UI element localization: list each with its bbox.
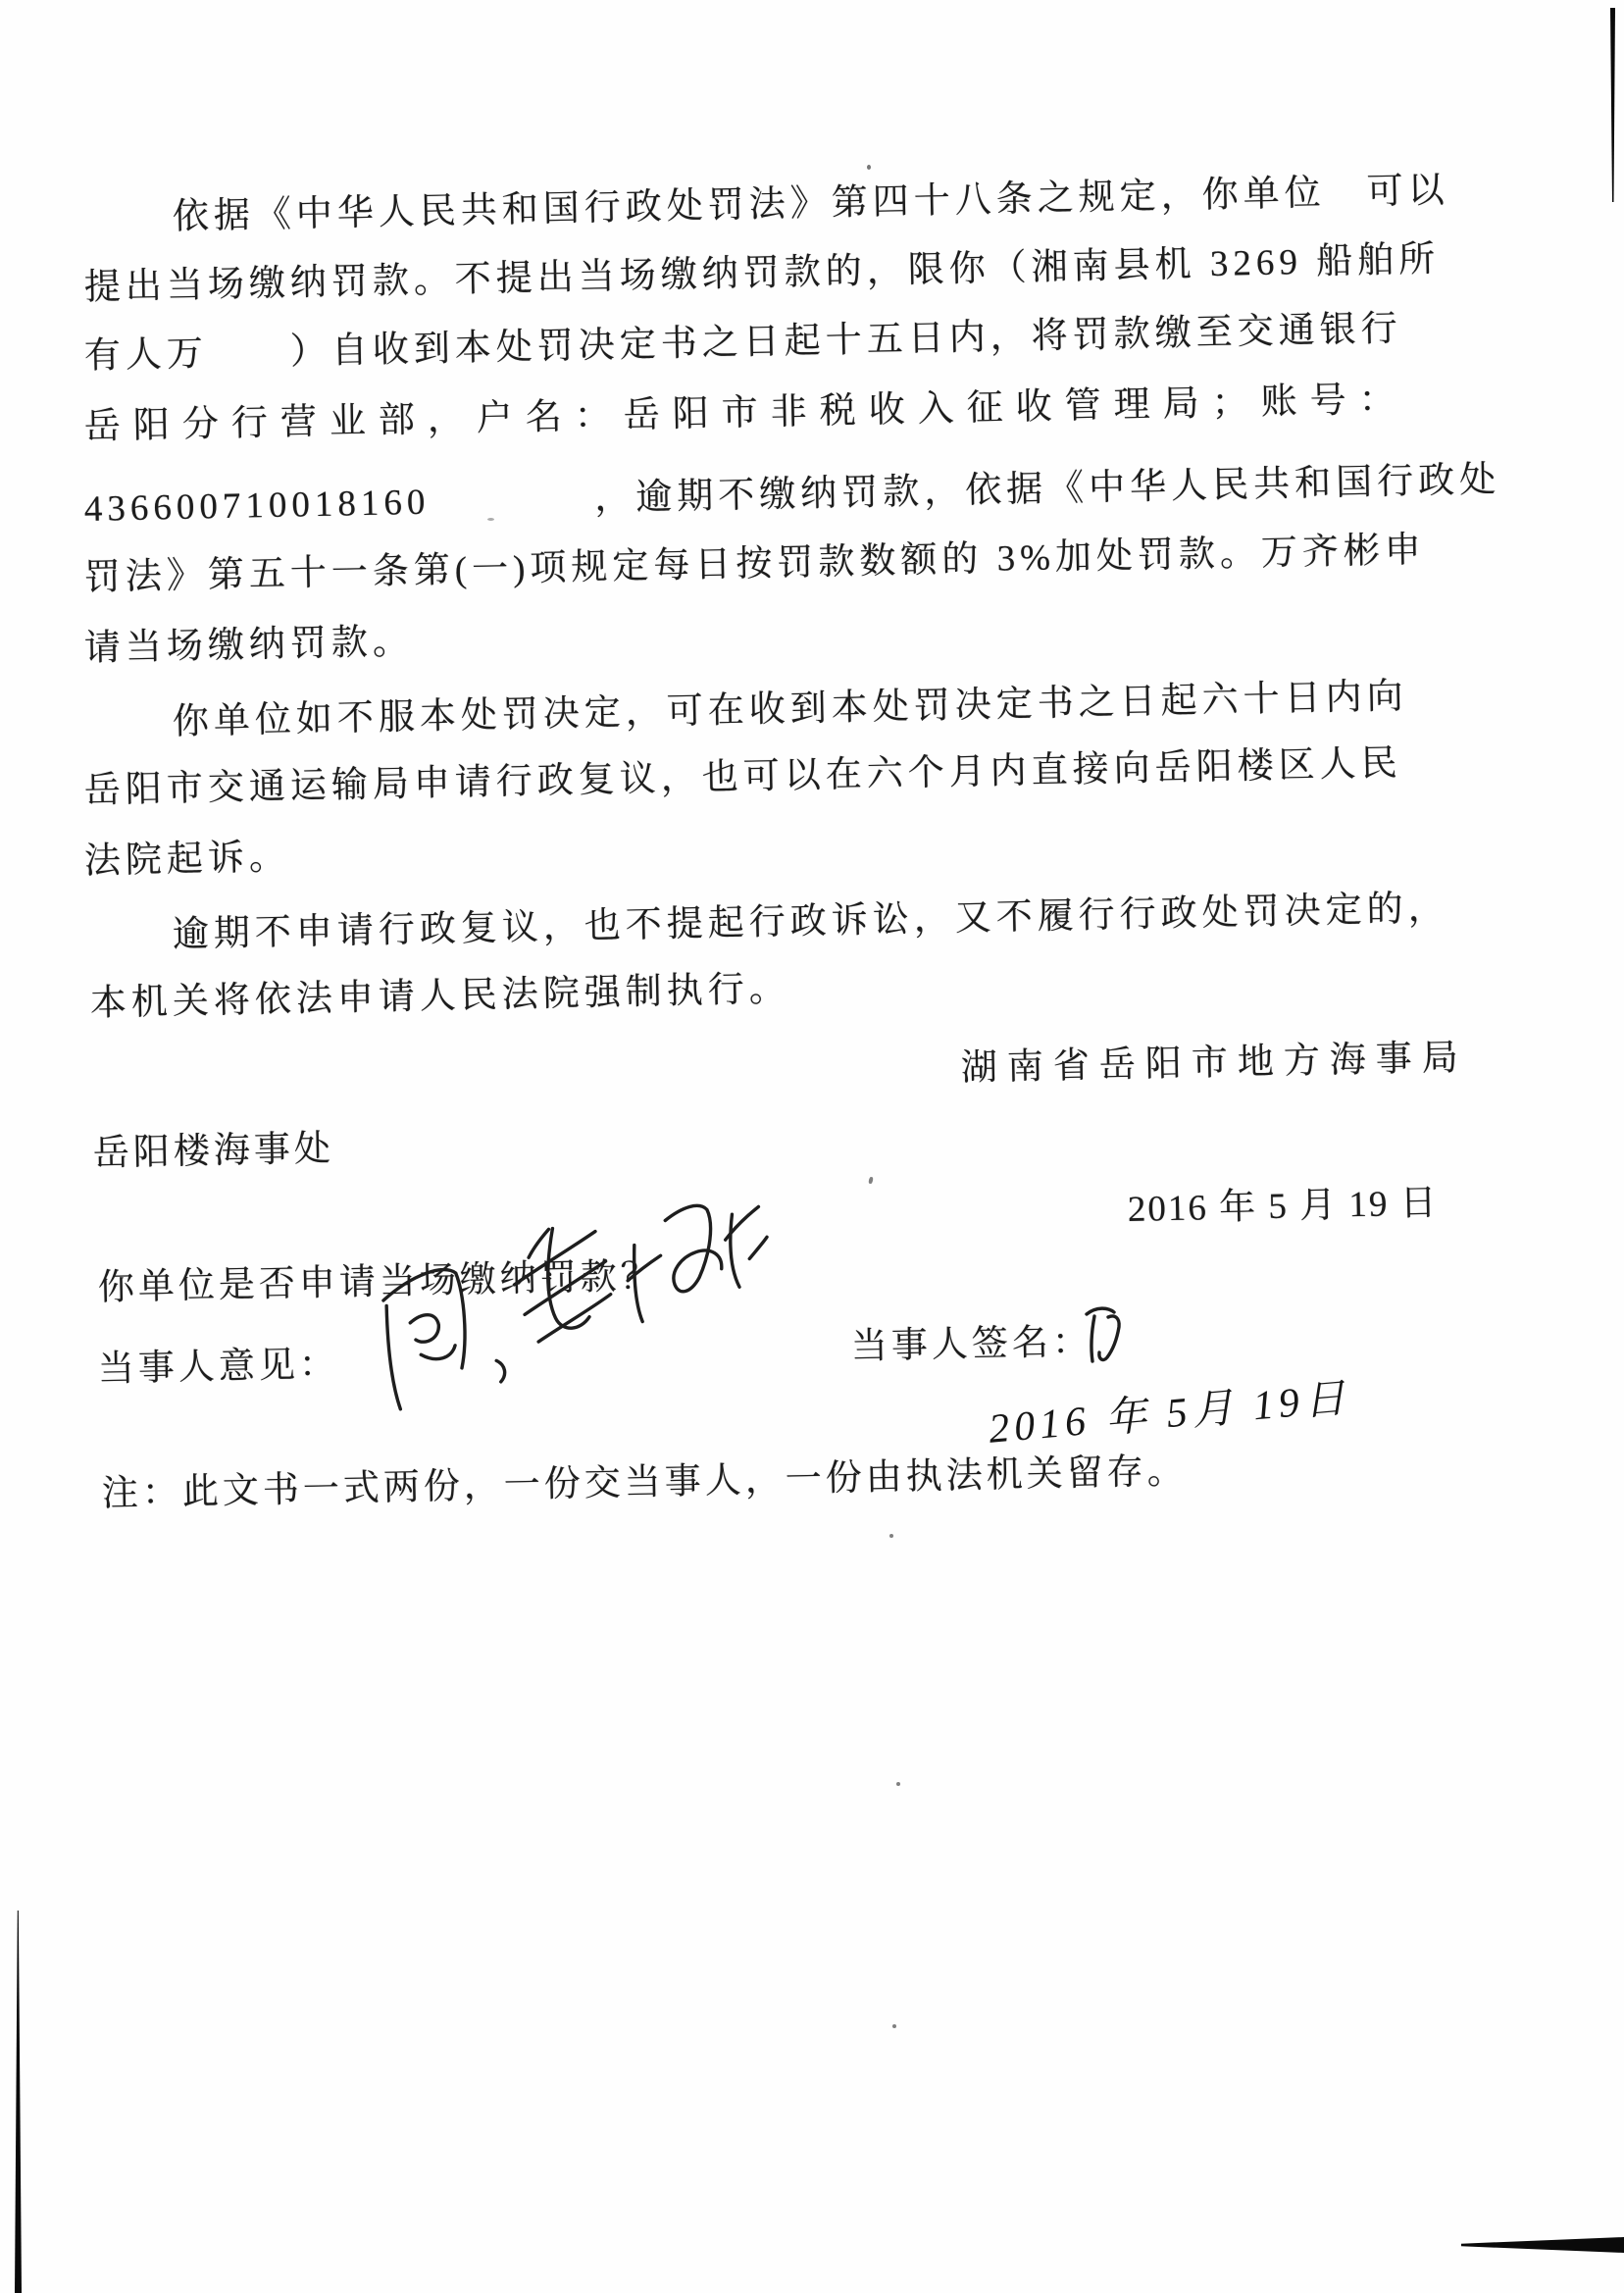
scan-speck [867, 165, 871, 170]
decision-date: 2016 年 5 月 19 日 [1127, 1183, 1440, 1230]
handwritten-opinion [338, 1154, 789, 1424]
scan-artifact-left-edge-line [15, 1911, 22, 2293]
payment-question: 你单位是否申请当场缴纳罚款？ [97, 1255, 662, 1308]
scan-artifact-top-right-line [1610, 8, 1615, 202]
party-opinion-label: 当事人意见： [97, 1344, 340, 1390]
scan-speck [487, 518, 494, 521]
issuing-authority: 湖南省岳阳市地方海事局 [960, 1038, 1469, 1089]
body-line-3: 有人万 ）自收到本处罚决定书之日起十五日内，将罚款缴至交通银行 [83, 308, 1403, 377]
body-line-4: 岳阳分行营业部，户名：岳阳市非税收入征收管理局；账号： [83, 379, 1409, 447]
body-line-10: 法院起诉。 [83, 837, 291, 882]
footer-note: 注：此文书一式两份，一份交当事人，一份由执法机关留存。 [101, 1451, 1189, 1514]
handwritten-signature [1079, 1304, 1130, 1365]
issuing-office: 岳阳楼海事处 [92, 1128, 335, 1174]
party-signature-label: 当事人签名： [850, 1321, 1093, 1367]
body-line-2: 提出当场缴纳罚款。不提出当场缴纳罚款的，限你（湘南县机 3269 船舶所 [83, 239, 1441, 308]
body-line-7: 请当场缴纳罚款。 [83, 621, 415, 669]
body-line-8: 你单位如不服本处罚决定，可在收到本处罚决定书之日起六十日内向 [172, 676, 1409, 742]
handwritten-signature-date: 2016 年 5月 19日 [987, 1375, 1352, 1452]
scan-speck [889, 1534, 893, 1538]
body-line-11: 逾期不申请行政复议，也不提起行政诉讼，又不履行行政处罚决定的， [172, 888, 1450, 955]
scan-artifact-bottom-right-line [1461, 2237, 1624, 2253]
body-line-12: 本机关将依法申请人民法院强制执行。 [89, 969, 791, 1024]
scan-speck [896, 1782, 900, 1786]
scan-speck [892, 2024, 896, 2028]
body-line-6: 罚法》第五十一条第(一)项规定每日按罚款数额的 3%加处罚款。万齐彬申 [83, 530, 1427, 598]
body-line-1: 依据《中华人民共和国行政处罚法》第四十八条之规定，你单位 可以 [172, 170, 1450, 237]
body-line-9: 岳阳市交通运输局申请行政复议，也可以在六个月内直接向岳阳楼区人民 [83, 742, 1403, 811]
body-line-5: 436600710018160 ，逾期不缴纳罚款，依据《中华人民共和国行政处 [83, 459, 1501, 530]
scan-speck [868, 1177, 874, 1185]
